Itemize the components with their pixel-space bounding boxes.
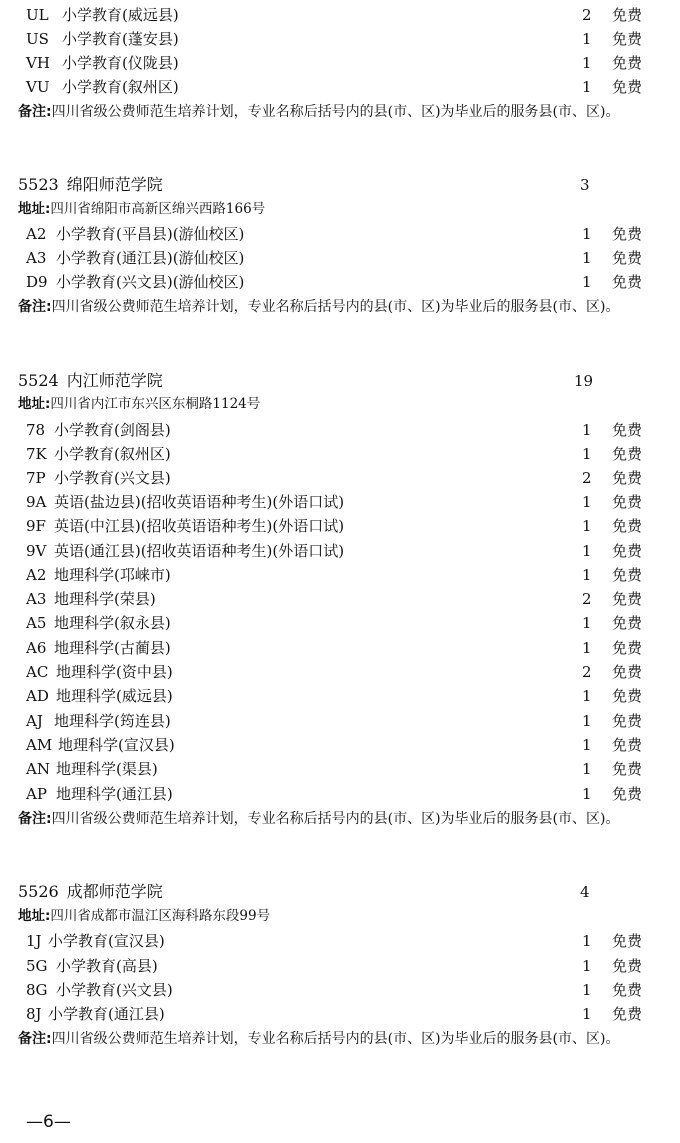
major-code: 9F (26, 517, 46, 535)
enrollment-count: 1 (582, 614, 592, 632)
school-header (18, 173, 668, 197)
remark-label: 备注: (18, 299, 52, 315)
tuition-fee: 免费 (612, 590, 643, 608)
enrollment-count: 2 (582, 590, 592, 608)
major-code: 9A (26, 493, 47, 511)
school-code: 5524 (18, 371, 59, 390)
enrollment-count: 1 (582, 78, 592, 96)
major-code: US (26, 30, 49, 48)
tuition-fee: 免费 (612, 542, 643, 560)
tuition-fee: 免费 (612, 6, 643, 24)
tuition-fee: 免费 (612, 663, 643, 681)
major-name: 小学教育(剑阁县) (54, 421, 171, 439)
major-name: 小学教育(高县) (56, 957, 158, 975)
tuition-fee: 免费 (612, 760, 643, 778)
major-code: A3 (26, 590, 47, 608)
major-code: VU (26, 78, 50, 96)
enrollment-count: 1 (582, 687, 592, 705)
enrollment-count: 1 (582, 273, 592, 291)
major-code: 8G (26, 981, 48, 999)
major-name: 地理科学(资中县) (56, 663, 173, 681)
major-name: 地理科学(荣县) (54, 590, 156, 608)
tuition-fee: 免费 (612, 932, 643, 950)
major-name: 小学教育(威远县) (62, 6, 179, 24)
school-name: 成都师范学院 (66, 882, 163, 901)
tuition-fee: 免费 (612, 78, 643, 96)
table-row (0, 563, 680, 587)
enrollment-count: 1 (582, 225, 592, 243)
address-label: 地址: (18, 201, 51, 217)
table-row (0, 709, 680, 733)
school-code: 5523 (18, 175, 59, 194)
table-row (0, 636, 680, 660)
major-code: 7K (26, 445, 47, 463)
table-row (0, 270, 680, 294)
table-row (0, 782, 680, 806)
address-text: 四川省绵阳市高新区绵兴西路166号 (50, 201, 266, 217)
major-code: D9 (26, 273, 48, 291)
major-name: 小学教育(宣汉县) (48, 932, 165, 950)
major-name: 小学教育(仪陇县) (62, 54, 179, 72)
major-code: A6 (26, 639, 47, 657)
table-row (0, 246, 680, 270)
major-code: AJ (26, 712, 43, 730)
major-code: AN (26, 760, 50, 778)
major-name: 英语(中江县)(招收英语语种考生)(外语口试) (54, 517, 345, 535)
major-code: A2 (26, 225, 47, 243)
school-address (18, 198, 668, 220)
remark-text: 四川省级公费师范生培养计划，专业名称后括号内的县(市、区)为毕业后的服务县(市、区)。 (51, 299, 620, 315)
table-row (0, 1002, 680, 1026)
table-row (0, 757, 680, 781)
remark-text: 四川省级公费师范生培养计划，专业名称后括号内的县(市、区)为毕业后的服务县(市、区)。 (51, 1031, 620, 1047)
enrollment-count: 1 (582, 785, 592, 803)
major-name: 小学教育(叙州区) (54, 445, 171, 463)
tuition-fee: 免费 (612, 1005, 643, 1023)
table-row (0, 418, 680, 442)
table-row (0, 660, 680, 684)
tuition-fee: 免费 (612, 225, 643, 243)
address-label: 地址: (18, 396, 51, 412)
enrollment-count: 2 (582, 6, 592, 24)
major-code: A2 (26, 566, 47, 584)
remark-text: 四川省级公费师范生培养计划，专业名称后括号内的县(市、区)为毕业后的服务县(市、区)。 (51, 104, 620, 120)
tuition-fee: 免费 (612, 736, 643, 754)
tuition-fee: 免费 (612, 54, 643, 72)
enrollment-count: 1 (582, 1005, 592, 1023)
major-code: 5G (26, 957, 48, 975)
tuition-fee: 免费 (612, 421, 643, 439)
major-code: A5 (26, 614, 47, 632)
tuition-fee: 免费 (612, 566, 643, 584)
enrollment-count: 1 (582, 566, 592, 584)
school-name: 绵阳师范学院 (66, 175, 163, 194)
table-row (0, 587, 680, 611)
major-name: 小学教育(平昌县)(游仙校区) (56, 225, 245, 243)
enrollment-count: 1 (582, 249, 592, 267)
enrollment-count: 1 (582, 932, 592, 950)
major-name: 地理科学(渠县) (56, 760, 158, 778)
table-row (0, 27, 680, 51)
remark (18, 295, 670, 319)
school-header (18, 880, 668, 904)
major-code: 78 (26, 421, 46, 439)
major-code: 1J (26, 932, 42, 950)
enrollment-count: 1 (582, 736, 592, 754)
school-code: 5526 (18, 882, 59, 901)
table-row (0, 3, 680, 27)
table-row (0, 490, 680, 514)
tuition-fee: 免费 (612, 517, 643, 535)
tuition-fee: 免费 (612, 785, 643, 803)
tuition-fee: 免费 (612, 639, 643, 657)
school-total: 19 (574, 372, 594, 390)
enrollment-count: 1 (582, 517, 592, 535)
school-name: 内江师范学院 (66, 371, 163, 390)
remark-text: 四川省级公费师范生培养计划，专业名称后括号内的县(市、区)为毕业后的服务县(市、区)。 (51, 811, 620, 827)
major-name: 地理科学(筠连县) (54, 712, 171, 730)
major-name: 小学教育(蓬安县) (62, 30, 179, 48)
page-number: —6— (26, 1112, 71, 1132)
tuition-fee: 免费 (612, 614, 643, 632)
school-address (18, 905, 668, 927)
school-address (18, 393, 668, 415)
table-row (0, 466, 680, 490)
enrollment-count: 1 (582, 639, 592, 657)
table-row (0, 978, 680, 1002)
tuition-fee: 免费 (612, 493, 643, 511)
school-total: 3 (580, 176, 590, 194)
enrollment-count: 1 (582, 54, 592, 72)
table-row (0, 75, 680, 99)
major-name: 小学教育(兴文县) (56, 981, 173, 999)
enrollment-count: 2 (582, 469, 592, 487)
table-row (0, 611, 680, 635)
tuition-fee: 免费 (612, 249, 643, 267)
major-name: 地理科学(叙永县) (54, 614, 171, 632)
enrollment-count: 2 (582, 663, 592, 681)
enrollment-count: 1 (582, 542, 592, 560)
tuition-fee: 免费 (612, 445, 643, 463)
major-code: UL (26, 6, 49, 24)
enrollment-count: 1 (582, 445, 592, 463)
table-row (0, 442, 680, 466)
remark (18, 807, 670, 831)
enrollment-count: 1 (582, 957, 592, 975)
enrollment-count: 1 (582, 760, 592, 778)
table-row (0, 539, 680, 563)
table-row (0, 51, 680, 75)
enrollment-count: 1 (582, 30, 592, 48)
tuition-fee: 免费 (612, 469, 643, 487)
school-header (18, 369, 668, 393)
major-code: AD (26, 687, 49, 705)
address-label: 地址: (18, 908, 51, 924)
major-name: 小学教育(叙州区) (62, 78, 179, 96)
major-code: AC (26, 663, 49, 681)
major-code: 9V (26, 542, 47, 560)
remark-label: 备注: (18, 1031, 52, 1047)
remark-label: 备注: (18, 104, 52, 120)
tuition-fee: 免费 (612, 687, 643, 705)
enrollment-count: 1 (582, 493, 592, 511)
major-name: 地理科学(通江县) (56, 785, 173, 803)
major-code: VH (26, 54, 50, 72)
remark-label: 备注: (18, 811, 52, 827)
table-row (0, 929, 680, 953)
school-total: 4 (580, 883, 590, 901)
table-row (0, 222, 680, 246)
address-text: 四川省成都市温江区海科路东段99号 (50, 908, 271, 924)
tuition-fee: 免费 (612, 712, 643, 730)
major-name: 地理科学(邛崃市) (54, 566, 171, 584)
tuition-fee: 免费 (612, 30, 643, 48)
table-row (0, 954, 680, 978)
table-row (0, 514, 680, 538)
address-text: 四川省内江市东兴区东桐路1124号 (50, 396, 261, 412)
enrollment-count: 1 (582, 421, 592, 439)
major-code: 7P (26, 469, 46, 487)
major-name: 英语(盐边县)(招收英语语种考生)(外语口试) (54, 493, 345, 511)
major-name: 小学教育(兴文县) (54, 469, 171, 487)
major-code: A3 (26, 249, 47, 267)
major-name: 小学教育(通江县) (48, 1005, 165, 1023)
remark (18, 100, 670, 124)
remark (18, 1027, 670, 1051)
major-code: AM (26, 736, 53, 754)
tuition-fee: 免费 (612, 273, 643, 291)
enrollment-count: 1 (582, 712, 592, 730)
table-row (0, 733, 680, 757)
major-name: 英语(通江县)(招收英语语种考生)(外语口试) (54, 542, 345, 560)
major-name: 小学教育(兴文县)(游仙校区) (56, 273, 245, 291)
enrollment-count: 1 (582, 981, 592, 999)
tuition-fee: 免费 (612, 981, 643, 999)
major-name: 地理科学(宣汉县) (58, 736, 175, 754)
table-row (0, 684, 680, 708)
tuition-fee: 免费 (612, 957, 643, 975)
major-code: AP (26, 785, 47, 803)
major-name: 地理科学(威远县) (56, 687, 173, 705)
major-code: 8J (26, 1005, 42, 1023)
major-name: 小学教育(通江县)(游仙校区) (56, 249, 245, 267)
major-name: 地理科学(古蔺县) (54, 639, 171, 657)
